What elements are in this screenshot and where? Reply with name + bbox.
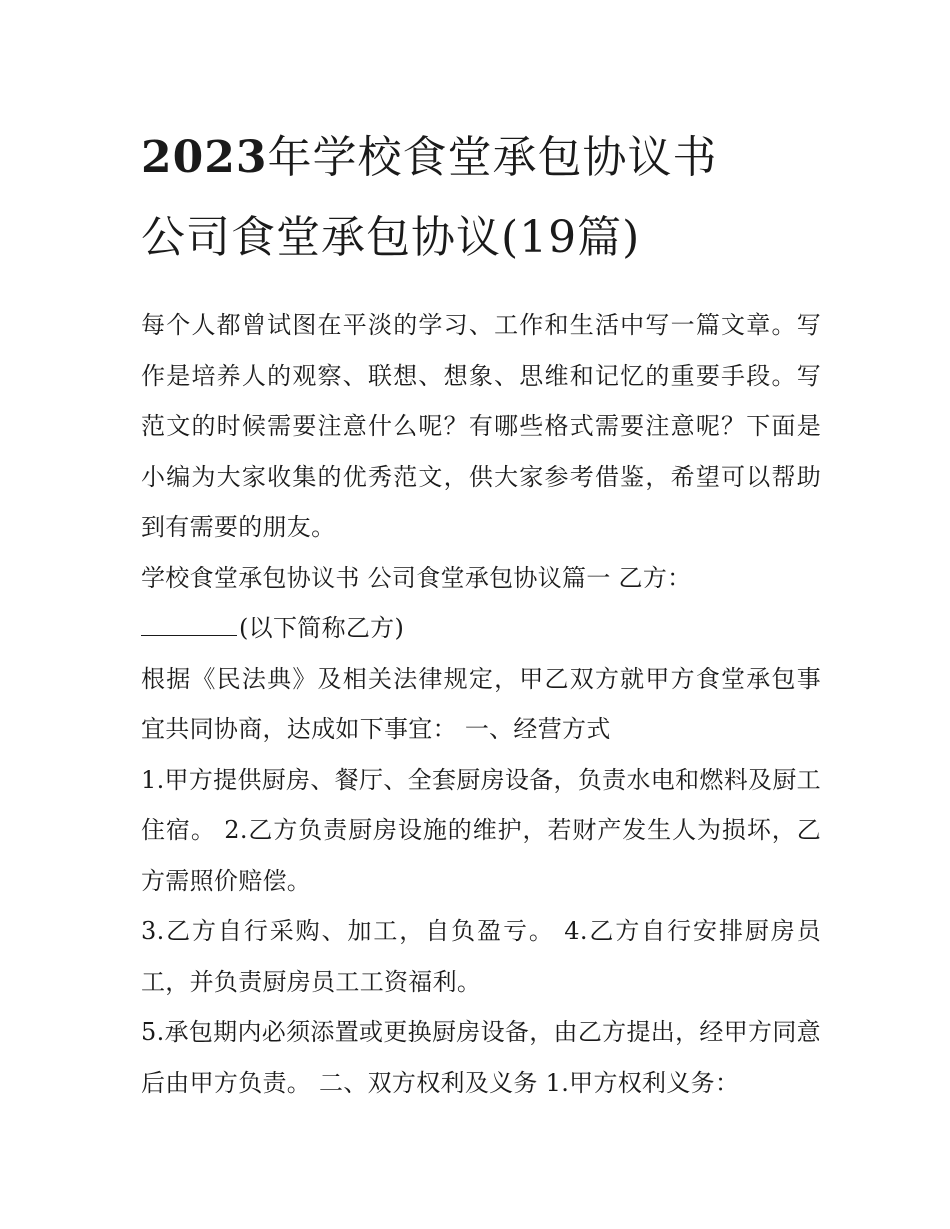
- party-b-suffix: (以下简称乙方): [239, 614, 405, 642]
- party-b-blank-field: [141, 609, 237, 636]
- party-b-line: [141, 603, 821, 654]
- agreement-heading: 学校食堂承包协议书 公司食堂承包协议篇一 乙方：: [141, 563, 692, 592]
- title-main: 年学校食堂承包协议书: [267, 132, 718, 183]
- basis-paragraph: 根据《民法典》及相关法律规定，甲乙双方就甲方食堂承包事宜共同协商，达成如下事宜： 一、经营方式: [141, 664, 821, 743]
- clause-5: 5.承包期内必须添置或更换厨房设备，由乙方提出，经甲方同意后由甲方负责。 二、双方权利及义务 1.甲方权利义务：: [141, 1018, 821, 1097]
- clause-1-2: 1.甲方提供厨房、餐厅、全套厨房设备，负责水电和燃料及厨工住宿。 2.乙方负责厨房设施的维护，若财产发生人为损坏，乙方需照价赔偿。: [141, 765, 821, 895]
- clause-3-4: 3.乙方自行采购、加工，自负盈亏。 4.乙方自行安排厨房员工，并负责厨房员工工资福利。: [141, 917, 821, 996]
- intro-paragraph: 每个人都曾试图在平淡的学习、工作和生活中写一篇文章。写作是培养人的观察、联想、想象、思维和记忆的重要手段。写范文的时候需要注意什么呢？有哪些格式需要注意呢？下面是小编为大家收集的优秀范文，供大家参考借鉴，希望可以帮助到有需要的朋友。: [141, 311, 821, 541]
- document-body: [141, 300, 821, 1108]
- document-title-line-2: 公司食堂承包协议(19篇): [141, 212, 641, 263]
- title-year: 2023: [141, 132, 268, 183]
- document-page: [141, 118, 821, 1108]
- document-title-line-1: [141, 118, 821, 198]
